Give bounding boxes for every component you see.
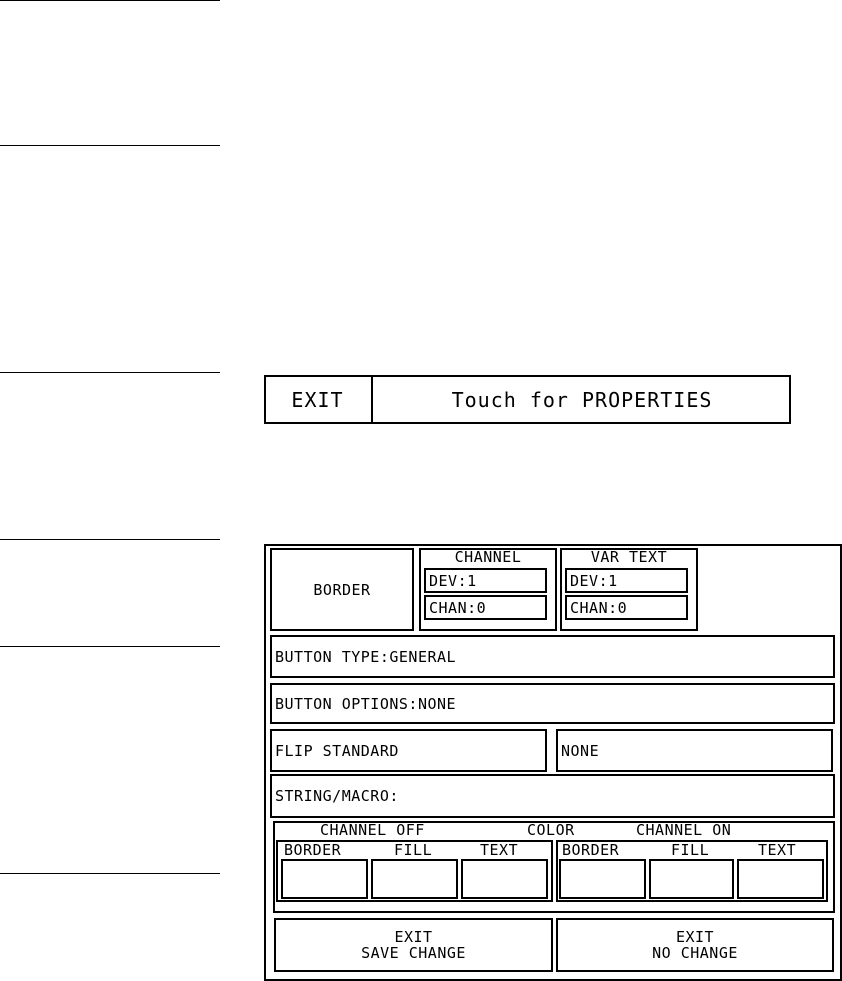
margin-rule	[0, 145, 220, 146]
channel-off-border-swatch[interactable]	[281, 859, 368, 899]
channel-on-fill-label: FILL	[671, 841, 710, 859]
exit-save-line2: SAVE CHANGE	[361, 944, 466, 962]
channel-title: CHANNEL	[454, 548, 522, 566]
button-options-field[interactable]	[270, 683, 835, 724]
var-text-dev-field[interactable]	[565, 568, 688, 593]
var-text-dev-label: DEV:1	[570, 571, 618, 590]
var-text-chan-label: CHAN:0	[570, 598, 628, 617]
var-text-title: VAR TEXT	[590, 548, 668, 566]
border-button-label: BORDER	[313, 580, 371, 599]
button-type-field[interactable]	[270, 635, 835, 678]
properties-button[interactable]	[373, 375, 791, 424]
channel-off-border-label: BORDER	[284, 841, 342, 859]
exit-button-label: EXIT	[291, 387, 344, 412]
channel-chan-field[interactable]	[424, 595, 547, 620]
string-macro-field[interactable]	[270, 774, 835, 818]
color-title: COLOR	[527, 821, 575, 839]
margin-rule	[0, 646, 220, 647]
border-button[interactable]	[270, 548, 414, 631]
exit-save-line1: EXIT	[394, 928, 433, 946]
channel-chan-label: CHAN:0	[429, 598, 487, 617]
channel-on-border-label: BORDER	[562, 841, 620, 859]
exit-no-change-button[interactable]	[556, 918, 834, 972]
exit-no-change-line1: EXIT	[675, 928, 715, 946]
channel-on-fill-swatch[interactable]	[649, 859, 734, 899]
channel-off-text-swatch[interactable]	[461, 859, 548, 899]
margin-rule	[0, 873, 220, 874]
channel-off-fill-swatch[interactable]	[371, 859, 458, 899]
var-text-chan-field[interactable]	[565, 595, 688, 620]
flip-standard-button[interactable]	[270, 729, 547, 772]
channel-on-text-swatch[interactable]	[737, 859, 824, 899]
exit-no-change-line2: NO CHANGE	[652, 944, 738, 962]
margin-rule	[0, 539, 220, 540]
channel-off-title: CHANNEL OFF	[320, 821, 425, 839]
flip-value-label: NONE	[561, 741, 600, 760]
flip-standard-label: FLIP STANDARD	[275, 741, 399, 760]
channel-on-text-label: TEXT	[758, 841, 797, 859]
channel-on-border-swatch[interactable]	[559, 859, 646, 899]
button-type-label: BUTTON TYPE:GENERAL	[275, 647, 457, 666]
channel-off-text-label: TEXT	[480, 841, 519, 859]
flip-value-button[interactable]	[556, 729, 833, 772]
exit-button[interactable]	[264, 375, 373, 424]
exit-save-change-button[interactable]	[274, 918, 553, 972]
string-macro-label: STRING/MACRO:	[275, 787, 399, 805]
channel-on-title: CHANNEL ON	[636, 821, 732, 839]
channel-dev-field[interactable]	[424, 568, 547, 593]
channel-off-fill-label: FILL	[394, 841, 433, 859]
properties-button-label: Touch for PROPERTIES	[451, 387, 713, 412]
button-options-label: BUTTON OPTIONS:NONE	[275, 694, 457, 713]
margin-rule	[0, 372, 220, 373]
margin-rule	[0, 0, 220, 1]
channel-dev-label: DEV:1	[429, 571, 477, 590]
